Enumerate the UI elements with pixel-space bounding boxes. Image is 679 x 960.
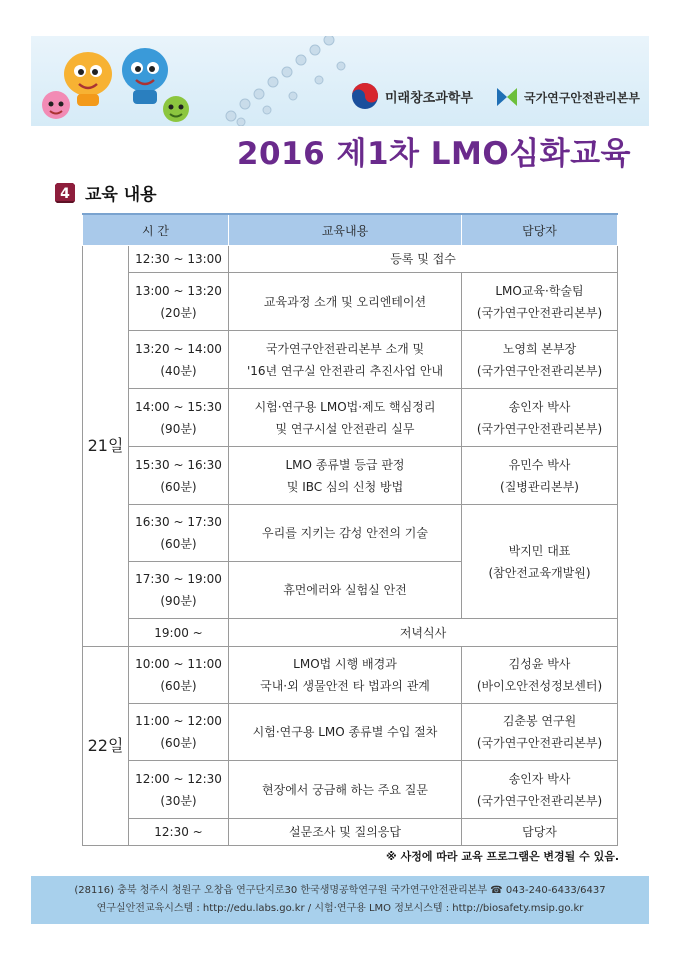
content-cell: '16년 연구실 안전관리 추진사업 안내 — [246, 363, 444, 378]
agency-logo — [494, 84, 640, 110]
content-cell: 휴먼에러와 실험실 안전 — [283, 583, 407, 597]
table-row — [83, 505, 618, 562]
pink-mascot-icon — [39, 88, 73, 124]
table-row — [83, 331, 618, 389]
affiliation-cell: (국가연구안전관리본부) — [476, 736, 603, 750]
person-cell: 송인자 박사 — [508, 771, 571, 786]
section-number-badge — [53, 181, 77, 205]
footer-address: (28116) 충북 청주시 청원구 오창읍 연구단지로30 한국생명공학연구원 국가연구안전관리본부 ☎ 043-240-6433/6437 — [74, 885, 606, 896]
duration-cell: (90분) — [160, 594, 197, 608]
content-cell: 시험·연구용 LMO 종류별 수입 절차 — [252, 725, 438, 739]
header-banner — [31, 36, 649, 126]
svg-text:4: 4 — [60, 185, 70, 202]
content-cell: 국내·외 생물안전 타 법과의 관계 — [260, 679, 430, 693]
time-cell: 15:30 ~ 16:30 — [135, 457, 222, 472]
section-heading — [53, 180, 157, 205]
content-cell: 및 연구시설 안전관리 실무 — [275, 421, 415, 436]
dna-helix-graphic — [211, 36, 371, 126]
time-cell: 13:20 ~ 14:00 — [135, 341, 222, 356]
affiliation-cell: (바이오안전성정보센터) — [476, 679, 603, 693]
day-label: 22일 — [83, 647, 129, 846]
content-cell: 및 IBC 심의 신청 방법 — [286, 479, 404, 494]
table-row — [83, 819, 618, 846]
person-cell: 김춘봉 연구원 — [502, 714, 577, 728]
content-cell: 우리를 지키는 감성 안전의 기술 — [262, 526, 428, 540]
affiliation-cell: (국가연구안전관리본부) — [476, 305, 603, 320]
person-cell: 유민수 박사 — [508, 457, 571, 472]
person-cell: 담당자 — [522, 825, 557, 839]
table-row — [83, 619, 618, 647]
table-row — [83, 704, 618, 761]
time-cell: 17:30 ~ 19:00 — [135, 572, 222, 586]
affiliation-cell: (질병관리본부) — [500, 479, 579, 494]
table-row — [83, 447, 618, 505]
footer-bar — [31, 876, 649, 924]
header-time: 시 간 — [83, 214, 229, 246]
time-cell: 12:00 ~ 12:30 — [135, 771, 222, 786]
table-header-row — [83, 214, 618, 246]
person-cell: 송인자 박사 — [508, 399, 571, 414]
content-cell: 등록 및 접수 — [390, 252, 456, 266]
content-cell: 시험·연구용 LMO법·제도 핵심정리 — [254, 399, 436, 414]
duration-cell: (20분) — [160, 305, 197, 320]
table-row — [83, 647, 618, 704]
time-cell: 19:00 ~ — [154, 625, 203, 640]
time-cell: 12:30 ~ — [154, 825, 203, 839]
content-cell: LMO법 시행 배경과 — [293, 657, 397, 671]
duration-cell: (30분) — [160, 793, 197, 808]
content-cell: LMO 종류별 등급 판정 — [285, 457, 405, 472]
green-mascot-icon — [159, 92, 193, 126]
ministry-logo — [351, 82, 473, 110]
taegeuk-emblem-icon — [351, 82, 379, 110]
agency-emblem-icon — [494, 84, 520, 110]
section-label: 교육 내용 — [85, 185, 157, 205]
day-label: 21일 — [83, 246, 129, 647]
header-person: 담당자 — [462, 214, 618, 246]
duration-cell: (60분) — [160, 679, 197, 693]
person-cell: LMO교육·학술팀 — [495, 283, 584, 298]
page-title: 2016 제1차 LMO심화교육 — [236, 136, 631, 172]
affiliation-cell: (국가연구안전관리본부) — [476, 421, 603, 436]
time-cell: 14:00 ~ 15:30 — [135, 399, 222, 414]
affiliation-cell: (참안전교육개발원) — [488, 565, 591, 580]
table-row — [83, 273, 618, 331]
person-cell: 박지민 대표 — [508, 543, 571, 558]
change-notice: ※ 사정에 따라 교육 프로그램은 변경될 수 있음. — [386, 850, 619, 863]
schedule-table — [82, 213, 618, 846]
ministry-name: 미래창조과학부 — [385, 90, 473, 106]
affiliation-cell: (국가연구안전관리본부) — [476, 363, 603, 378]
content-cell: 교육과정 소개 및 오리엔테이션 — [263, 294, 427, 309]
duration-cell: (90분) — [160, 421, 197, 436]
footer-links: 연구실안전교육시스템 : http://edu.labs.go.kr / 시험·연구용 LMO 정보시스템 : http://biosafety.msip.go.kr — [96, 903, 584, 914]
table-row — [83, 246, 618, 273]
content-cell: 설문조사 및 질의응답 — [289, 825, 401, 839]
content-cell: 저녁식사 — [399, 625, 447, 640]
table-row — [83, 389, 618, 447]
table-row — [83, 761, 618, 819]
time-cell: 13:00 ~ 13:20 — [135, 283, 222, 298]
time-cell: 12:30 ~ 13:00 — [135, 252, 222, 266]
time-cell: 11:00 ~ 12:00 — [135, 714, 222, 728]
duration-cell: (60분) — [160, 736, 197, 750]
affiliation-cell: (국가연구안전관리본부) — [476, 793, 603, 808]
content-cell: 국가연구안전관리본부 소개 및 — [265, 341, 425, 356]
person-cell: 김성윤 박사 — [508, 657, 571, 671]
time-cell: 16:30 ~ 17:30 — [135, 515, 222, 529]
duration-cell: (60분) — [160, 479, 197, 494]
content-cell: 현장에서 궁금해 하는 주요 질문 — [262, 782, 428, 797]
person-cell: 노영희 본부장 — [502, 341, 577, 356]
agency-name: 국가연구안전관리본부 — [524, 90, 640, 105]
duration-cell: (40분) — [160, 363, 197, 378]
header-content: 교육내용 — [229, 214, 462, 246]
duration-cell: (60분) — [160, 537, 197, 551]
time-cell: 10:00 ~ 11:00 — [135, 657, 222, 671]
